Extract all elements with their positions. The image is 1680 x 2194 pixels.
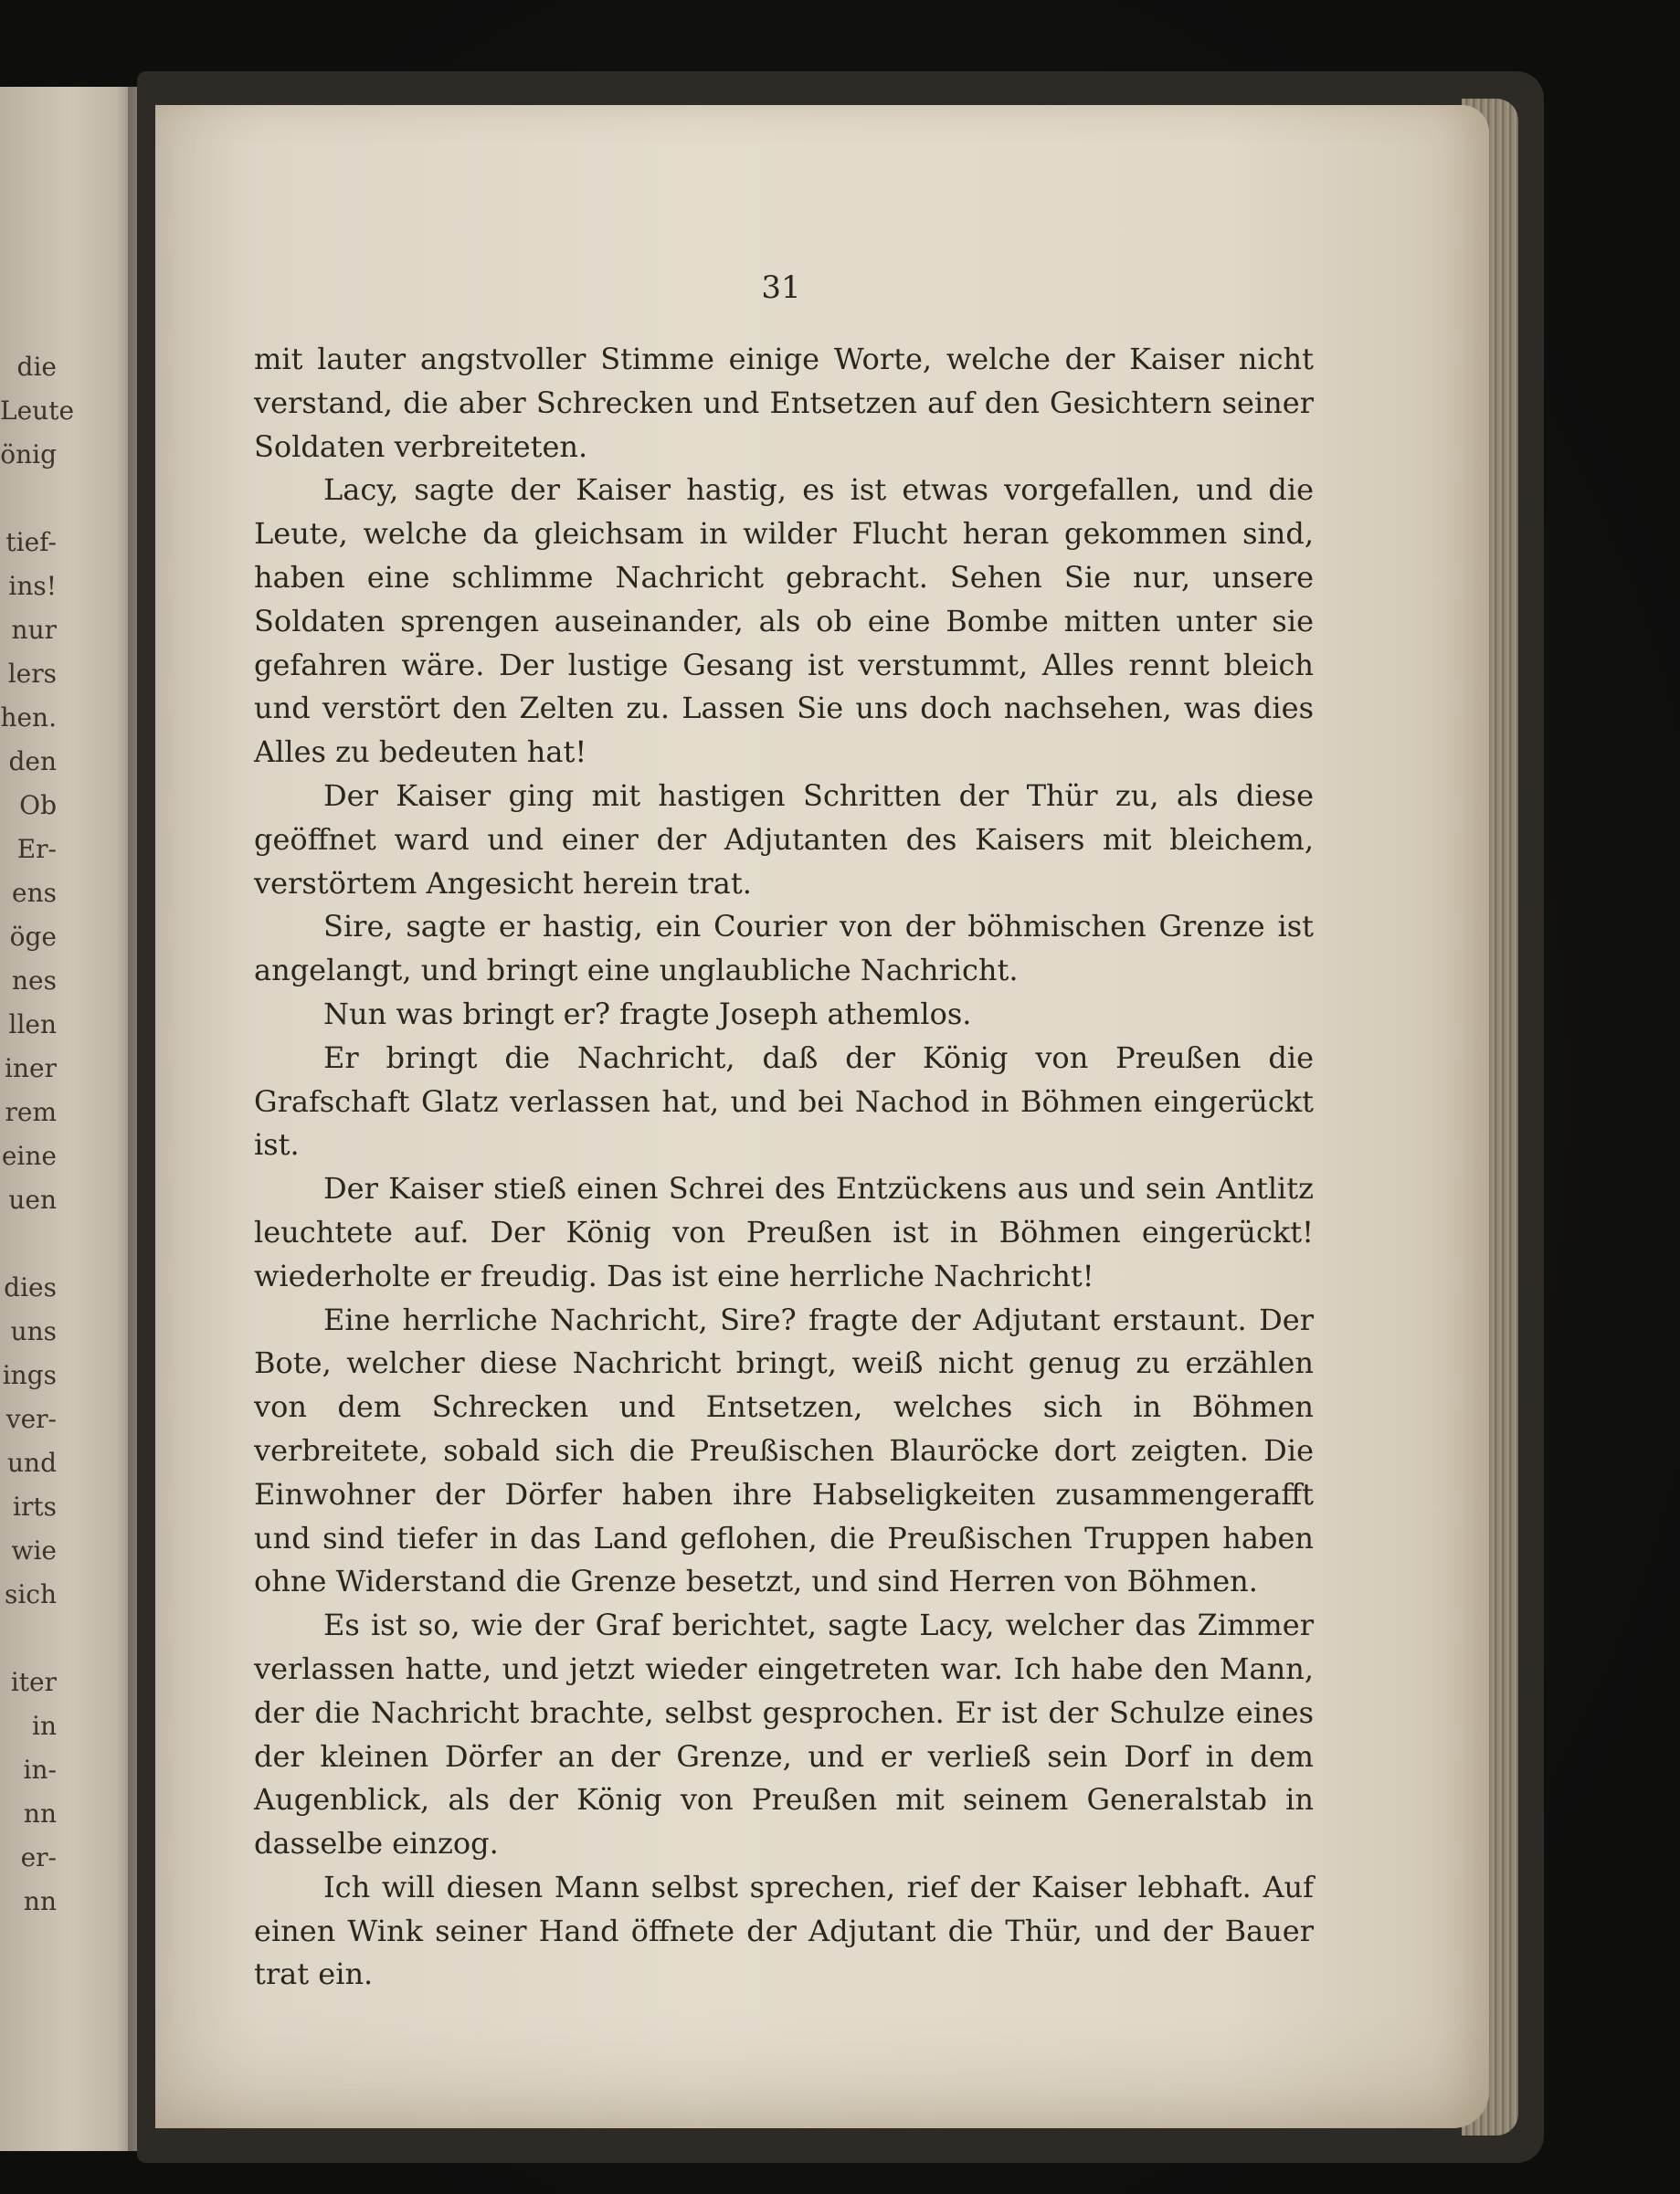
left-page-fragment: nes [12, 965, 57, 996]
paragraph: Es ist so, wie der Graf berichtet, sagte Lacy, welcher das Zimmer verlassen hatte, und jetzt wieder eingetreten war. Ich habe den Mann, der die Nachricht brachte, selbst gesprochen. Er ist der Schulze eines der kleinen Dörfer an der Grenze, und er verließ sein Dorf in dem Augenblick, als der König von Preußen mit seinem Generalstab in dasselbe einzog. [254, 1608, 1314, 1862]
left-page-fragment: den [8, 746, 57, 776]
left-page-fragment: llen [8, 1009, 57, 1039]
left-page-fragment: ins! [8, 571, 57, 601]
left-page-fragment: ens [12, 878, 57, 908]
paragraph: Der Kaiser stieß einen Schrei des Entzückens aus und sein Antlitz leuchtete auf. Der König von Preußen ist in Böhmen eingerückt! wiederholte er freudig. Das ist eine herrliche Nachricht! [254, 1171, 1314, 1293]
left-page-fragment: önig [0, 439, 57, 469]
left-page-fragment: eine [1, 1141, 57, 1171]
left-page-fragment: ings [2, 1360, 57, 1390]
page-number: 31 [761, 269, 801, 306]
left-page-fragment: nn [23, 1886, 57, 1916]
left-page-fragment: Er- [16, 834, 57, 864]
left-page-fragment: iner [5, 1053, 57, 1083]
paragraph: Nun was bringt er? fragte Joseph athemlos. [323, 996, 972, 1031]
left-page-fragment: iter [10, 1667, 57, 1697]
left-page-fragment: sich [4, 1579, 57, 1609]
left-page-fragment: rem [5, 1097, 57, 1127]
left-page-fragment: und [7, 1448, 57, 1478]
paragraph: Er bringt die Nachricht, daß der König von Preußen die Grafschaft Glatz verlassen hat, und bei Nachod in Böhmen eingerückt ist. [254, 1039, 1314, 1163]
left-page-fragment: irts [13, 1492, 57, 1522]
left-page-fragment: dies [4, 1272, 57, 1303]
left-page-fragment: in- [23, 1755, 57, 1785]
left-page-fragment: wie [11, 1535, 57, 1566]
left-page-fragment: ver- [5, 1404, 57, 1434]
paragraph: Ich will diesen Mann selbst sprechen, rief der Kaiser lebhaft. Auf einen Wink seiner Hand öffnete der Adjutant die Thür, und der Bauer trat ein. [254, 1869, 1314, 1992]
left-page-fragment: nn [23, 1798, 57, 1829]
left-facing-page [0, 87, 137, 2151]
paragraph: mit lauter angstvoller Stimme einige Worte, welche der Kaiser nicht verstand, die aber Schrecken und Entsetzen auf den Gesichtern seiner Soldaten verbreiteten. [254, 342, 1314, 464]
paragraph: Eine herrliche Nachricht, Sire? fragte der Adjutant erstaunt. Der Bote, welcher diese Nachricht bringt, weiß nicht genug zu erzählen von dem Schrecken und Entsetzen, welches sich in Böhmen verbreitete, sobald sich die Preußischen Blauröcke dort zeigten. Die Einwohner der Dörfer haben ihre Habseligkeiten zusammengerafft und sind tiefer in das Land geflohen, die Preußischen Truppen haben ohne Widerstand die Grenze besetzt, und sind Herren von Böhmen. [254, 1302, 1314, 1599]
left-page-fragment: tief- [5, 527, 57, 557]
left-page-fragment: nur [11, 615, 57, 645]
left-page-fragment: er- [20, 1842, 57, 1872]
left-page-fragment: Leute [0, 396, 75, 426]
left-page-fragment: in [32, 1711, 57, 1741]
left-page-fragment: hen. [0, 702, 57, 733]
page-text [254, 338, 1314, 1997]
left-page-fragment: uen [8, 1185, 57, 1215]
left-page-fragment: lers [7, 659, 57, 689]
left-page-fragment: öge [9, 922, 57, 952]
left-page-fragment: uns [10, 1316, 57, 1346]
paragraph: Sire, sagte er hastig, ein Courier von der böhmischen Grenze ist angelangt, und bringt eine unglaubliche Nachricht. [254, 909, 1314, 988]
paragraph: Lacy, sagte der Kaiser hastig, es ist etwas vorgefallen, und die Leute, welche da gleichsam in wilder Flucht heran gekommen sind, haben eine schlimme Nachricht gebracht. Sehen Sie nur, unsere Soldaten sprengen auseinander, als ob eine Bombe mitten unter sie gefahren wäre. Der lustige Gesang ist verstummt, Alles rennt bleich und verstört den Zelten zu. Lassen Sie uns doch nachsehen, was dies Alles zu bedeuten hat! [254, 472, 1314, 770]
paragraph: Der Kaiser ging mit hastigen Schritten der Thür zu, als diese geöffnet ward und einer der Adjutanten des Kaisers mit bleichem, verstörtem Angesicht herein trat. [254, 777, 1314, 901]
left-page-fragment: die [16, 352, 57, 382]
left-page-fragment: Ob [19, 790, 57, 820]
